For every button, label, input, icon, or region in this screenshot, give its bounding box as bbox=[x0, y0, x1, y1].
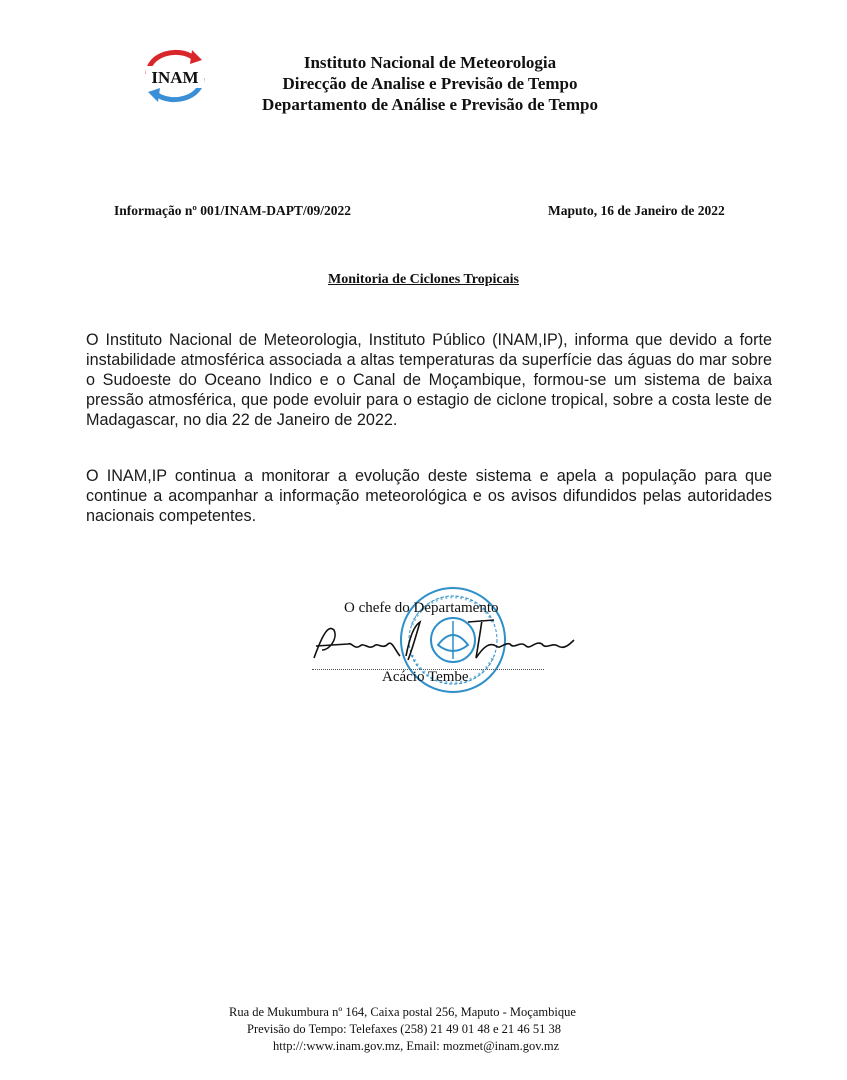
department-name: Departamento de Análise e Previsão de Tempo bbox=[262, 95, 598, 114]
body-paragraph-1: O Instituto Nacional de Meteorologia, Instituto Público (INAM,IP), informa que devido a forte instabilidade atmosférica associada a altas temperaturas da superfície das águas do mar sobre o Sudoeste do Oceano Indico e o Canal de Moçambique, formou-se um sistema de baixa pressão atmosférica, que pode evoluir para o estagio de ciclone tropical, sobre a costa leste de Madagascar, no dia 22 de Janeiro de 2022. bbox=[86, 331, 772, 429]
document-title bbox=[0, 272, 847, 288]
footer-phones: Previsão do Tempo: Telefaxes (258) 21 49 01 48 e 21 46 51 38 bbox=[247, 1022, 562, 1036]
document-title-text: Monitoria de Ciclones Tropicais bbox=[328, 272, 519, 287]
institute-name: Instituto Nacional de Meteorologia bbox=[303, 53, 557, 72]
reference-number: Informação nº 001/INAM-DAPT/09/2022 bbox=[114, 203, 351, 218]
signature-block bbox=[300, 580, 580, 690]
place-date: Maputo, 16 de Janeiro de 2022 bbox=[548, 203, 725, 218]
signatory-name: Acácio Tembe bbox=[382, 669, 469, 685]
letterhead bbox=[230, 52, 630, 115]
directorate-name: Direcção de Analise e Previsão de Tempo bbox=[282, 74, 578, 93]
footer-web-email: http://:www.inam.gov.mz, Email: mozmet@inam.gov.mz bbox=[273, 1039, 560, 1053]
inam-logo bbox=[138, 44, 212, 108]
logo-text: INAM bbox=[151, 68, 199, 87]
handwritten-signature bbox=[308, 616, 578, 666]
body-paragraph-2: O INAM,IP continua a monitorar a evolução deste sistema e apela a população para que continue a acompanhar a informação meteorológica e os avisos difundidos pelas autoridades nacionais competentes. bbox=[86, 467, 772, 525]
footer-address: Rua de Mukumbura nº 164, Caixa postal 256, Maputo - Moçambique bbox=[229, 1005, 576, 1019]
signatory-role: O chefe do Departamento bbox=[344, 600, 499, 616]
